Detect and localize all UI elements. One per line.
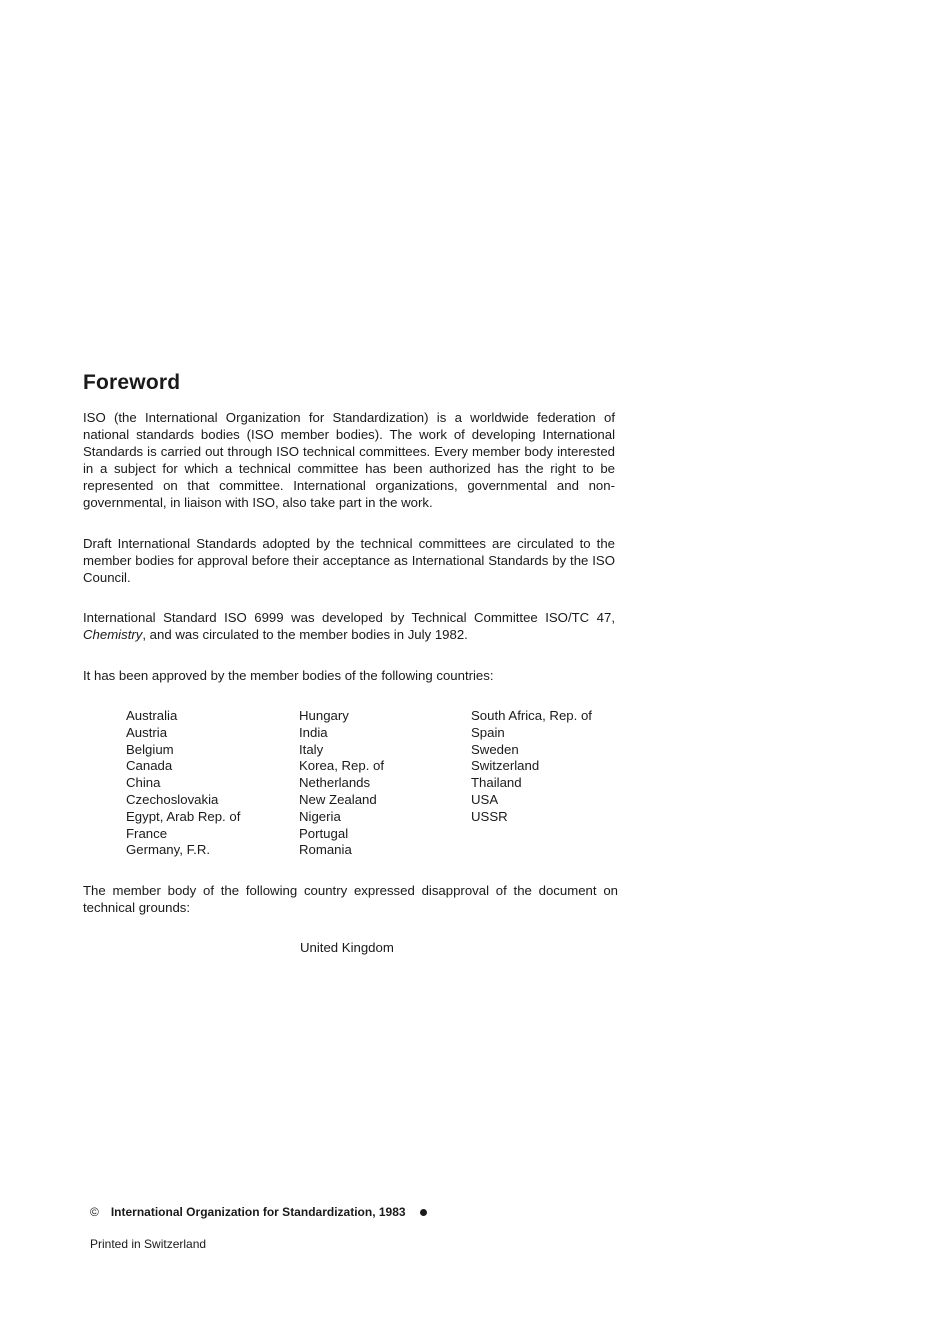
approval-intro: It has been approved by the member bodies of the following countries: bbox=[83, 668, 494, 683]
country-list-item: Thailand bbox=[471, 775, 522, 791]
country-list-item: Sweden bbox=[471, 741, 519, 757]
country-list-item: Czechoslovakia bbox=[126, 791, 219, 807]
country-list-item: India bbox=[299, 724, 328, 740]
country-list-item: China bbox=[126, 775, 161, 791]
country-list-item: USA bbox=[471, 791, 499, 807]
country-list-item: Belgium bbox=[126, 741, 174, 757]
copyright-text: International Organization for Standardization, 1983 bbox=[110, 1205, 406, 1219]
country-list-item: Nigeria bbox=[299, 808, 341, 824]
country-list-item: France bbox=[126, 825, 168, 841]
country-list-item: Australia bbox=[126, 708, 178, 723]
standard-text-after: , and was circulated to the member bodies in July 1982. bbox=[142, 627, 468, 642]
country-list-item: South Africa, Rep. of bbox=[471, 708, 592, 723]
printed-location: Printed in Switzerland bbox=[90, 1237, 207, 1251]
foreword-paragraph-iso: ISO (the International Organization for Standardization) is a worldwide federation of national standards bodies (ISO member bodies). The work of developing International Standards is carried out through ISO technical committees. Every member body interested in a subject for which a technical committee has been authorized has the right to be represented on that committee. International organizations, governmental and non-governmental, in liaison with ISO, also take part in the work. bbox=[83, 410, 615, 510]
country-list-item: Canada bbox=[126, 758, 173, 774]
country-list-item: Egypt, Arab Rep. of bbox=[126, 808, 241, 824]
country-list-item: New Zealand bbox=[299, 791, 377, 807]
page-title: Foreword bbox=[83, 371, 181, 394]
country-list-item: Germany, F.R. bbox=[126, 842, 211, 858]
disapproving-country: United Kingdom bbox=[300, 940, 394, 955]
country-list-item: Switzerland bbox=[471, 758, 540, 774]
country-list-item: Korea, Rep. of bbox=[299, 758, 385, 774]
foreword-paragraph-drafts: Draft International Standards adopted by the technical committees are circulated to the member bodies for approval before their acceptance as International Standards by the ISO Council. bbox=[83, 536, 615, 585]
country-list-item: Netherlands bbox=[299, 775, 371, 791]
country-list-item: Italy bbox=[299, 741, 324, 757]
copyright-line bbox=[90, 1204, 427, 1220]
disapproval-intro: The member body of the following country expressed disapproval of the document on technical grounds: bbox=[83, 883, 618, 915]
country-list-column-2 bbox=[299, 708, 384, 859]
copyright-icon: © bbox=[90, 1205, 99, 1219]
country-list-column-3 bbox=[471, 708, 592, 826]
country-list-item: USSR bbox=[471, 808, 508, 824]
country-list-item: Hungary bbox=[299, 708, 349, 723]
country-list-item: Spain bbox=[471, 724, 505, 740]
country-list-item: Romania bbox=[299, 842, 352, 858]
standard-text-before: International Standard ISO 6999 was developed by Technical Committee ISO/TC 47, bbox=[83, 610, 615, 625]
country-list-item: Austria bbox=[126, 724, 168, 740]
committee-name: Chemistry bbox=[83, 627, 143, 642]
foreword-paragraph-standard bbox=[83, 609, 615, 643]
bullet-icon bbox=[420, 1209, 427, 1216]
country-list-item: Portugal bbox=[299, 825, 349, 841]
country-list-column-1 bbox=[126, 708, 240, 859]
